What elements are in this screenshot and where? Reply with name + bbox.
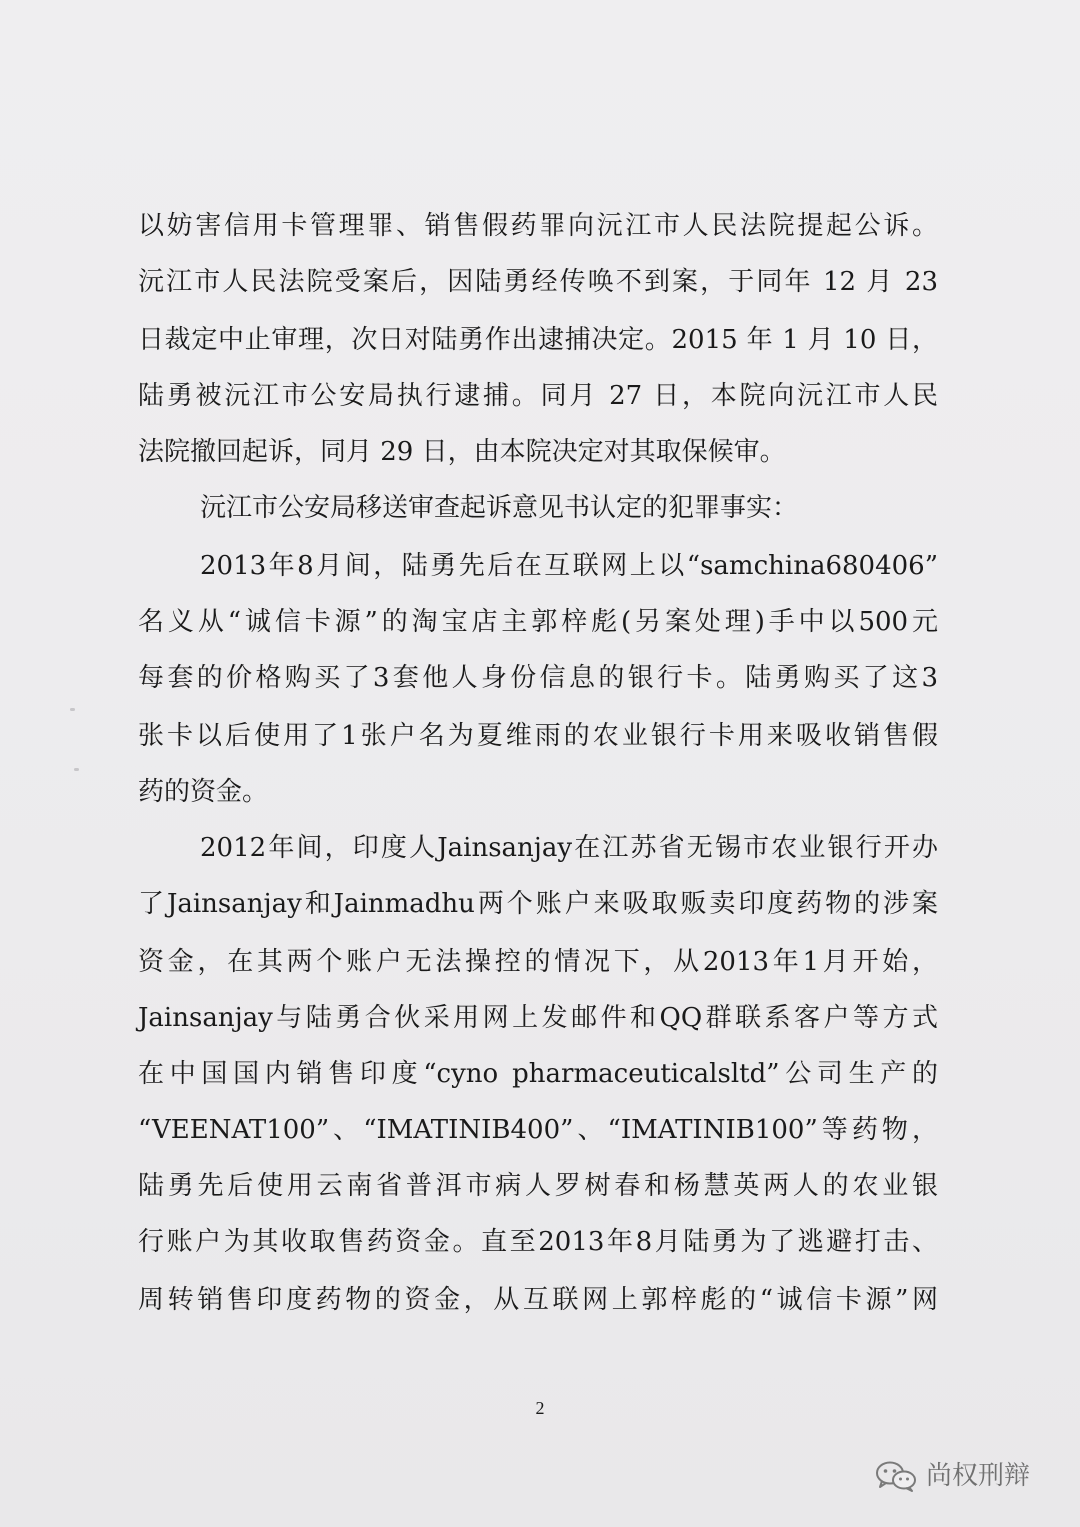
text-line: 行账户为其收取售药资金。直至2013年8月陆勇为了逃避打击、 — [138, 1227, 938, 1257]
page-number: 2 — [535, 1398, 545, 1418]
text-line: 2012年间，印度人Jainsanjay在江苏省无锡市农业银行开办 — [200, 833, 938, 863]
text-line: 日裁定中止审理，次日对陆勇作出逮捕决定。2015 年 1 月 10 日， — [138, 325, 938, 355]
text-line: Jainsanjay与陆勇合伙采用网上发邮件和QQ群联系客户等方式 — [138, 1003, 938, 1033]
section-heading: 沅江市公安局移送审查起诉意见书认定的犯罪事实： — [200, 493, 799, 523]
wechat-icon — [874, 1460, 918, 1492]
text-line: 以妨害信用卡管理罪、销售假药罪向沅江市人民法院提起公诉。 — [138, 211, 938, 241]
text-line: 了Jainsanjay和Jainmadhu两个账户来吸取贩卖印度药物的涉案 — [138, 889, 938, 919]
watermark — [874, 1458, 1030, 1494]
paper-speck — [74, 768, 79, 771]
text-line: 陆勇被沅江市公安局执行逮捕。同月 27 日，本院向沅江市人民 — [138, 381, 938, 411]
text-line: 药的资金。 — [138, 777, 269, 807]
paper-speck — [70, 708, 75, 711]
text-line: 每套的价格购买了3套他人身份信息的银行卡。陆勇购买了这3 — [138, 663, 938, 693]
text-line: 名义从“诚信卡源”的淘宝店主郭梓彪(另案处理)手中以500元 — [138, 607, 938, 637]
text-line: 沅江市人民法院受案后，因陆勇经传唤不到案，于同年 12 月 23 — [138, 267, 938, 297]
text-line: 周转销售印度药物的资金，从互联网上郭梓彪的“诚信卡源”网 — [138, 1285, 938, 1315]
text-line: 陆勇先后使用云南省普洱市病人罗树春和杨慧英两人的农业银 — [138, 1171, 938, 1201]
text-line: 资金，在其两个账户无法操控的情况下，从2013年1月开始， — [138, 947, 938, 977]
watermark-label: 尚权刑辩 — [926, 1461, 1031, 1491]
text-line: 法院撤回起诉，同月 29 日，由本院决定对其取保候审。 — [138, 437, 786, 467]
text-line: 2013年8月间，陆勇先后在互联网上以“samchina680406” — [200, 551, 938, 581]
text-line: “VEENAT100”、“IMATINIB400”、“IMATINIB100”等药物， — [138, 1115, 938, 1145]
text-line: 在中国国内销售印度“cyno pharmaceuticalsltd”公司生产的 — [138, 1059, 938, 1089]
text-line: 张卡以后使用了1张户名为夏维雨的农业银行卡用来吸收销售假 — [138, 721, 938, 751]
